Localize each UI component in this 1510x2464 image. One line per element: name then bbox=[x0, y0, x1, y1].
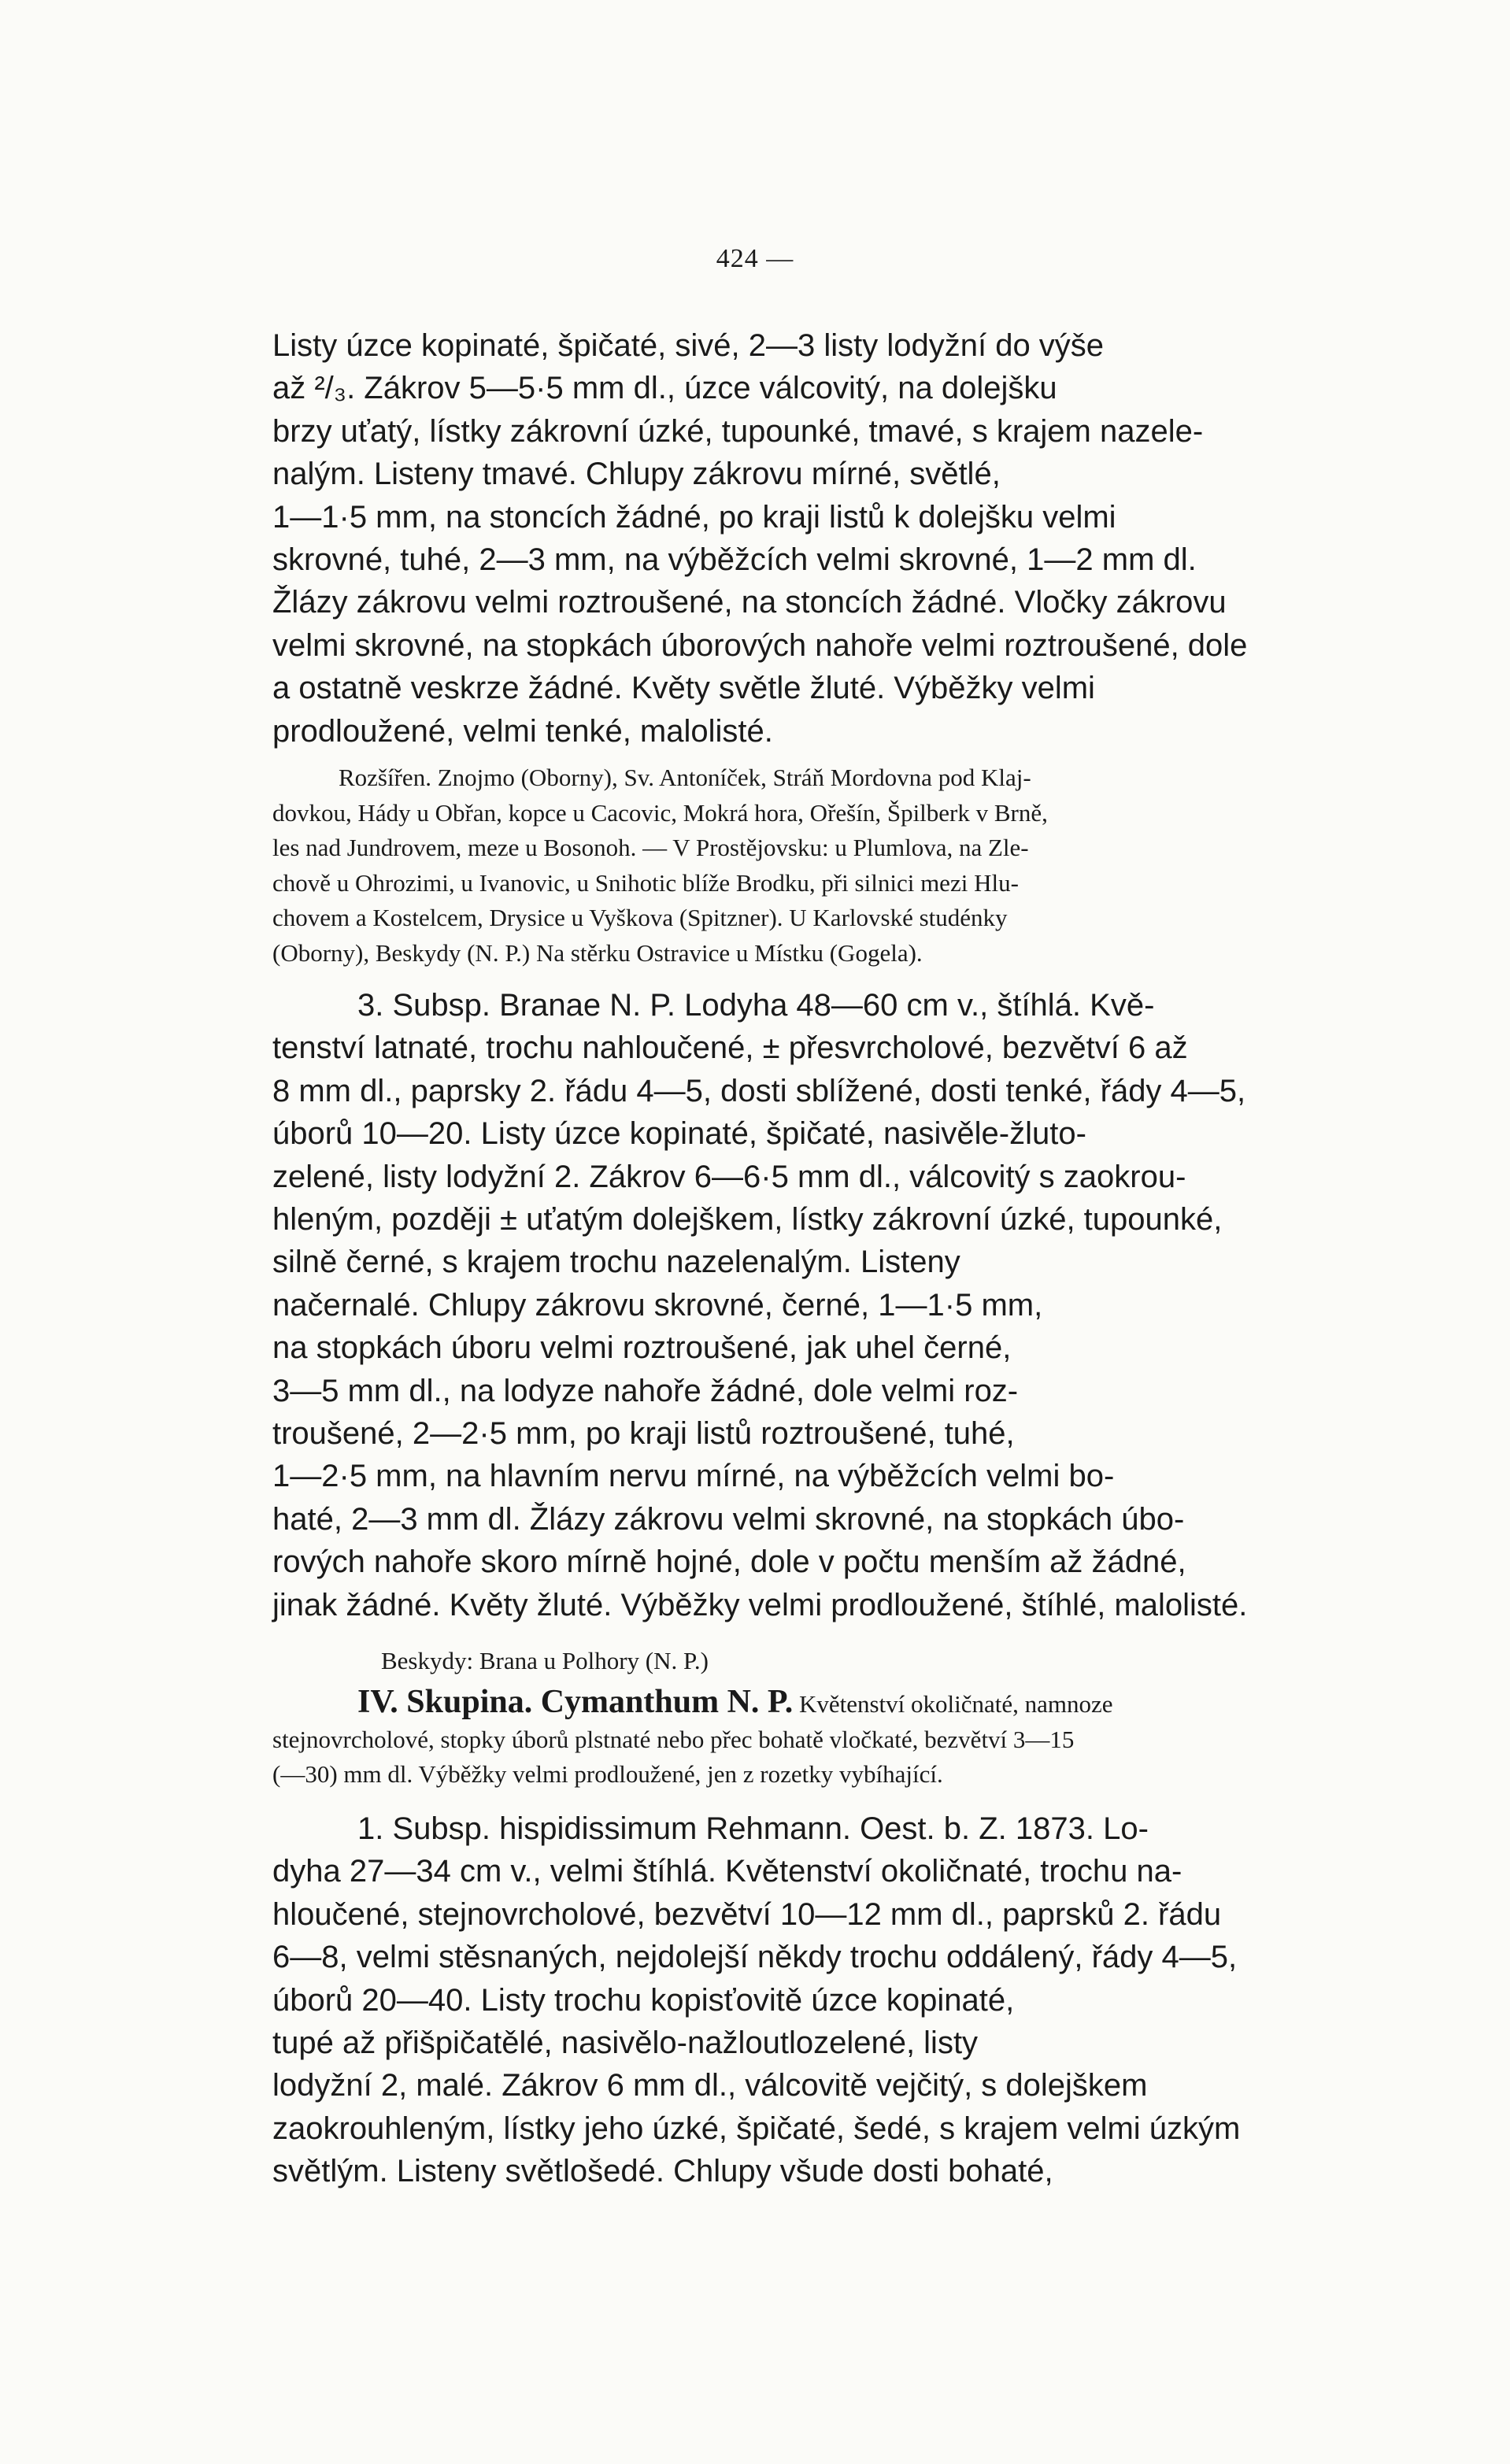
text-line: haté, 2—3 mm dl. Žlázy zákrovu velmi skrovné, na stopkách úbo- bbox=[272, 1501, 1185, 1537]
text-line: jinak žádné. Květy žluté. Výběžky velmi prodloužené, štíhlé, malolisté. bbox=[272, 1587, 1248, 1622]
text-line: (Oborny), Beskydy (N. P.) Na stěrku Ostravice u Místku (Gogela). bbox=[272, 938, 923, 967]
text-line: Žlázy zákrovu velmi roztroušené, na stoncích žádné. Vločky zákrovu bbox=[272, 585, 1227, 620]
description-continued bbox=[272, 324, 1359, 753]
text-line: troušené, 2—2·5 mm, po kraji listů roztroušené, tuhé, bbox=[272, 1416, 1015, 1452]
text-line: chově u Ohrozimi, u Ivanovic, u Snihotic blíže Brodku, při silnici mezi Hlu- bbox=[272, 868, 1019, 897]
text-line: (—30) mm dl. Výběžky velmi prodloužené, jen z rozetky vybíhající. bbox=[272, 1760, 943, 1788]
text-line: brzy uťatý, lístky zákrovní úzké, tupounké, tmavé, s krajem nazele- bbox=[272, 413, 1204, 449]
text-line: skrovné, tuhé, 2—3 mm, na výběžcích velmi skrovné, 1—2 mm dl. bbox=[272, 542, 1197, 578]
text-line: dovkou, Hády u Obřan, kopce u Cacovic, Mokrá hora, Ořešín, Špilberk v Brně, bbox=[272, 798, 1048, 827]
text-line: rových nahoře skoro mírně hojné, dole v počtu menším až žádné, bbox=[272, 1545, 1186, 1580]
text-line: prodloužené, velmi tenké, malolisté. bbox=[272, 713, 773, 749]
locality-note bbox=[272, 1644, 1359, 1679]
text-line: světlým. Listeny světlošedé. Chlupy všude dosti bohaté, bbox=[272, 2154, 1053, 2189]
text-line: načernalé. Chlupy zákrovu skrovné, černé, 1—1·5 mm, bbox=[272, 1287, 1043, 1323]
paragraph-branae bbox=[272, 984, 1359, 1626]
text-line: chovem a Kostelcem, Drysice u Vyškova (Spitzner). U Karlovské studénky bbox=[272, 904, 1008, 931]
group-heading: IV. Skupina. Cymanthum N. P. bbox=[357, 1684, 794, 1720]
text-line: 1—2·5 mm, na hlavním nervu mírné, na výběžcích velmi bo- bbox=[272, 1459, 1115, 1494]
text-line: tupé až přišpičatělé, nasivělo-nažloutlozelené, listy bbox=[272, 2026, 979, 2061]
text-line: 6—8, velmi stěsnaných, nejdolejší někdy trochu oddálený, řády 4—5, bbox=[272, 1940, 1238, 1975]
text-line: hloučené, stejnovrcholové, bezvětví 10—12 mm dl., paprsků 2. řádu bbox=[272, 1896, 1222, 1932]
paragraph-locality bbox=[272, 1644, 1359, 1679]
distribution-note bbox=[272, 760, 1359, 971]
text-line: Beskydy: Brana u Polhory (N. P.) bbox=[381, 1647, 709, 1674]
text-line: dyha 27—34 cm v., velmi štíhlá. Květenství okoličnaté, trochu na- bbox=[272, 1854, 1182, 1889]
text-line: úborů 10—20. Listy úzce kopinaté, špičaté, nasivěle-žluto- bbox=[272, 1116, 1086, 1152]
text-line: Rozšířen. Znojmo (Oborny), Sv. Antoníček, Stráň Mordovna pod Klaj- bbox=[339, 764, 1031, 791]
text-line: úborů 20—40. Listy trochu kopisťovitě úzce kopinaté, bbox=[272, 1982, 1015, 2018]
text-line: zaokrouhleným, lístky jeho úzké, špičaté, šedé, s krajem velmi úzkým bbox=[272, 2111, 1241, 2146]
paragraph-hispidissimum bbox=[272, 1807, 1359, 2193]
text-line: Listy úzce kopinaté, špičaté, sivé, 2—3 listy lodyžní do výše bbox=[272, 328, 1105, 363]
text-line: lodyžní 2, malé. Zákrov 6 mm dl., válcovitě vejčitý, s dolejškem bbox=[272, 2068, 1148, 2103]
text-line: 3—5 mm dl., na lodyze nahoře žádné, dole velmi roz- bbox=[272, 1373, 1019, 1408]
group-iv bbox=[272, 1685, 1359, 1793]
text-line: silně černé, s krajem trochu nazelenalým. Listeny bbox=[272, 1245, 960, 1280]
subspecies-hispidissimum bbox=[272, 1807, 1359, 2193]
text-line: hleným, později ± uťatým dolejškem, lístky zákrovní úzké, tupounké, bbox=[272, 1202, 1223, 1238]
paragraph-description bbox=[272, 324, 1359, 753]
page-number: 424 — bbox=[716, 244, 794, 273]
text-line: 3. Subsp. Branae N. P. Lodyha 48—60 cm v., štíhlá. Kvě- bbox=[357, 988, 1155, 1023]
text-line: les nad Jundrovem, meze u Bosonoh. — V Prostějovsku: u Plumlova, na Zle- bbox=[272, 834, 1029, 861]
paragraph-group-iv bbox=[272, 1685, 1359, 1793]
text-line: a ostatně veskrze žádné. Květy světle žluté. Výběžky velmi bbox=[272, 671, 1095, 706]
text-line: velmi skrovné, na stopkách úborových nahoře velmi roztroušené, dole bbox=[272, 627, 1248, 663]
text-line: až ²/₃. Zákrov 5—5·5 mm dl., úzce válcovitý, na dolejšku bbox=[272, 371, 1057, 406]
text-line: nalým. Listeny tmavé. Chlupy zákrovu mírné, světlé, bbox=[272, 457, 1001, 492]
text-line: Květenství okoličnaté, namnoze bbox=[798, 1690, 1113, 1718]
text-line: 8 mm dl., paprsky 2. řádu 4—5, dosti sblížené, dosti tenké, řády 4—5, bbox=[272, 1073, 1246, 1108]
text-line: na stopkách úboru velmi roztroušené, jak uhel černé, bbox=[272, 1330, 1012, 1366]
subspecies-branae bbox=[272, 984, 1359, 1626]
text-line: zelené, listy lodyžní 2. Zákrov 6—6·5 mm dl., válcovitý s zaokrou- bbox=[272, 1159, 1186, 1194]
paragraph-distribution bbox=[272, 760, 1359, 971]
text-line: stejnovrcholové, stopky úborů plstnaté nebo přec bohatě vločkaté, bezvětví 3—15 bbox=[272, 1725, 1075, 1753]
text-line: 1. Subsp. hispidissimum Rehmann. Oest. b. Z. 1873. Lo- bbox=[357, 1811, 1149, 1846]
text-line: 1—1·5 mm, na stoncích žádné, po kraji listů k dolejšku velmi bbox=[272, 499, 1116, 535]
text-line: tenství latnaté, trochu nahloučené, ± přesvrcholové, bezvětví 6 až bbox=[272, 1030, 1188, 1066]
